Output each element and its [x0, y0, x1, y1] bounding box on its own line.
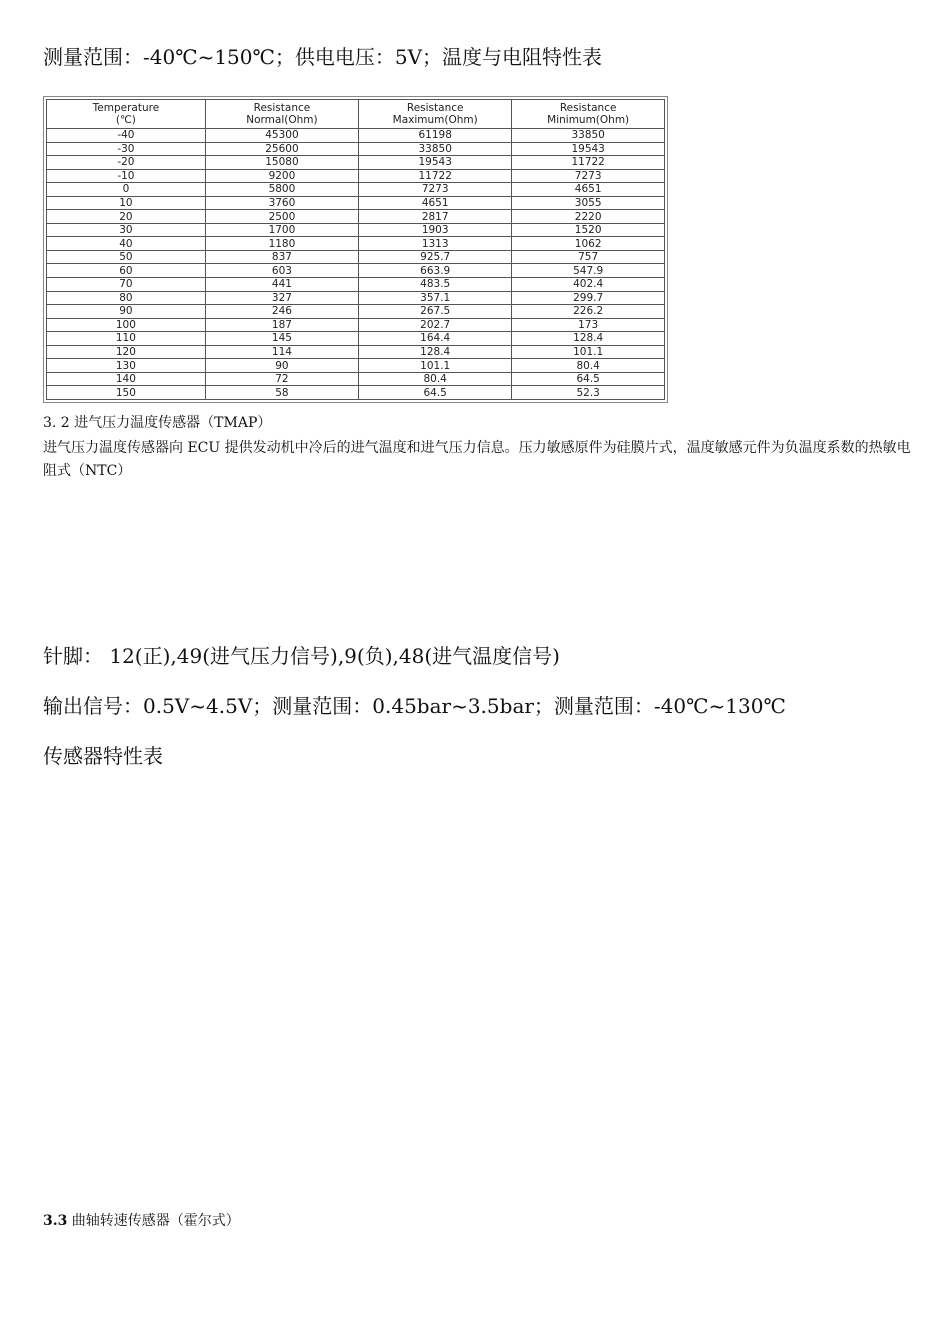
header-resistance-normal: Resistance Normal(Ohm) — [205, 100, 358, 129]
table-cell: 58 — [205, 386, 358, 400]
table-row — [47, 278, 665, 292]
section-3-2-heading: 3. 2 进气压力温度传感器（TMAP） — [43, 415, 272, 431]
header-resistance-maximum: Resistance Maximum(Ohm) — [359, 100, 512, 129]
table-cell: 10 — [47, 196, 206, 210]
table-cell: 5800 — [205, 183, 358, 197]
section-3-2-paragraph: 进气压力温度传感器向 ECU 提供发动机中冷后的进气温度和进气压力信息。压力敏感原件为硅膜片式，温度敏感元件为负温度系数的热敏电阻式（NTC） — [43, 440, 911, 479]
table-row — [47, 223, 665, 237]
table-cell: 145 — [205, 332, 358, 346]
table-cell: 1062 — [512, 237, 665, 251]
temperature-resistance-table — [46, 99, 665, 400]
table-cell: 64.5 — [359, 386, 512, 400]
table-cell: 100 — [47, 318, 206, 332]
table-cell: 33850 — [512, 129, 665, 143]
table-cell: 40 — [47, 237, 206, 251]
table-cell: 1903 — [359, 223, 512, 237]
header-temperature: Temperature (℃) — [47, 100, 206, 129]
table-row — [47, 345, 665, 359]
table-cell: 1700 — [205, 223, 358, 237]
table-cell: 101.1 — [512, 345, 665, 359]
table-row — [47, 142, 665, 156]
table-cell: 101.1 — [359, 359, 512, 373]
pins-line: 针脚： 12(正),49(进气压力信号),9(负),48(进气温度信号) — [43, 644, 560, 668]
table-cell: -20 — [47, 156, 206, 170]
table-cell: -30 — [47, 142, 206, 156]
table-cell: 114 — [205, 345, 358, 359]
table-cell: 246 — [205, 305, 358, 319]
table-cell: 130 — [47, 359, 206, 373]
table-cell: 80 — [47, 291, 206, 305]
table-cell: 0 — [47, 183, 206, 197]
table-cell: 226.2 — [512, 305, 665, 319]
table-header-row — [47, 100, 665, 129]
table-cell: 15080 — [205, 156, 358, 170]
table-cell: 7273 — [512, 169, 665, 183]
table-cell: 663.9 — [359, 264, 512, 278]
table-cell: 19543 — [359, 156, 512, 170]
table-cell: 1180 — [205, 237, 358, 251]
table-cell: 603 — [205, 264, 358, 278]
table-cell: 90 — [47, 305, 206, 319]
table-cell: -40 — [47, 129, 206, 143]
table-cell: 11722 — [512, 156, 665, 170]
section-3-3-number: 3.3 — [43, 1213, 68, 1229]
table-cell: 45300 — [205, 129, 358, 143]
table-cell: 441 — [205, 278, 358, 292]
table-row — [47, 264, 665, 278]
table-cell: 164.4 — [359, 332, 512, 346]
table-row — [47, 237, 665, 251]
table-cell: 20 — [47, 210, 206, 224]
table-cell: 2817 — [359, 210, 512, 224]
table-row — [47, 210, 665, 224]
table-cell: 60 — [47, 264, 206, 278]
table-cell: 187 — [205, 318, 358, 332]
table-cell: 150 — [47, 386, 206, 400]
table-cell: 1313 — [359, 237, 512, 251]
table-row — [47, 129, 665, 143]
table-row — [47, 318, 665, 332]
characteristic-table-title: 传感器特性表 — [43, 744, 163, 768]
table-cell: 4651 — [512, 183, 665, 197]
header-resistance-minimum: Resistance Minimum(Ohm) — [512, 100, 665, 129]
table-row — [47, 183, 665, 197]
table-cell: 128.4 — [359, 345, 512, 359]
table-row — [47, 196, 665, 210]
resistance-table-image — [43, 96, 668, 403]
table-cell: 267.5 — [359, 305, 512, 319]
table-cell: 80.4 — [512, 359, 665, 373]
table-cell: 52.3 — [512, 386, 665, 400]
table-cell: 64.5 — [512, 372, 665, 386]
table-cell: 2220 — [512, 210, 665, 224]
table-row — [47, 291, 665, 305]
table-cell: 299.7 — [512, 291, 665, 305]
table-cell: 925.7 — [359, 250, 512, 264]
table-cell: 25600 — [205, 142, 358, 156]
table-cell: 837 — [205, 250, 358, 264]
table-cell: 80.4 — [359, 372, 512, 386]
table-cell: 327 — [205, 291, 358, 305]
table-cell: 11722 — [359, 169, 512, 183]
table-cell: 19543 — [512, 142, 665, 156]
table-cell: 72 — [205, 372, 358, 386]
table-cell: 33850 — [359, 142, 512, 156]
table-cell: 9200 — [205, 169, 358, 183]
table-cell: 140 — [47, 372, 206, 386]
table-row — [47, 305, 665, 319]
section-3-3-heading — [43, 1210, 240, 1232]
table-row — [47, 332, 665, 346]
table-cell: 61198 — [359, 129, 512, 143]
table-cell: 757 — [512, 250, 665, 264]
table-cell: 90 — [205, 359, 358, 373]
table-cell: 2500 — [205, 210, 358, 224]
table-row — [47, 386, 665, 400]
table-cell: 110 — [47, 332, 206, 346]
table-row — [47, 372, 665, 386]
table-cell: 1520 — [512, 223, 665, 237]
table-cell: 128.4 — [512, 332, 665, 346]
table-cell: 357.1 — [359, 291, 512, 305]
section-3-3-title: 曲轴转速传感器（霍尔式） — [67, 1213, 240, 1229]
table-cell: 7273 — [359, 183, 512, 197]
table-cell: 202.7 — [359, 318, 512, 332]
table-cell: 4651 — [359, 196, 512, 210]
table-cell: 483.5 — [359, 278, 512, 292]
measurement-range-line: 测量范围：-40℃~150℃；供电电压：5V；温度与电阻特性表 — [43, 45, 603, 69]
output-signal-line: 输出信号：0.5V~4.5V；测量范围：0.45bar~3.5bar；测量范围：-40℃~130℃ — [43, 694, 786, 718]
table-cell: 50 — [47, 250, 206, 264]
table-cell: 30 — [47, 223, 206, 237]
table-cell: -10 — [47, 169, 206, 183]
table-cell: 173 — [512, 318, 665, 332]
table-row — [47, 359, 665, 373]
table-cell: 3055 — [512, 196, 665, 210]
table-cell: 3760 — [205, 196, 358, 210]
table-cell: 70 — [47, 278, 206, 292]
table-cell: 547.9 — [512, 264, 665, 278]
table-row — [47, 169, 665, 183]
table-row — [47, 250, 665, 264]
table-cell: 120 — [47, 345, 206, 359]
table-row — [47, 156, 665, 170]
table-cell: 402.4 — [512, 278, 665, 292]
